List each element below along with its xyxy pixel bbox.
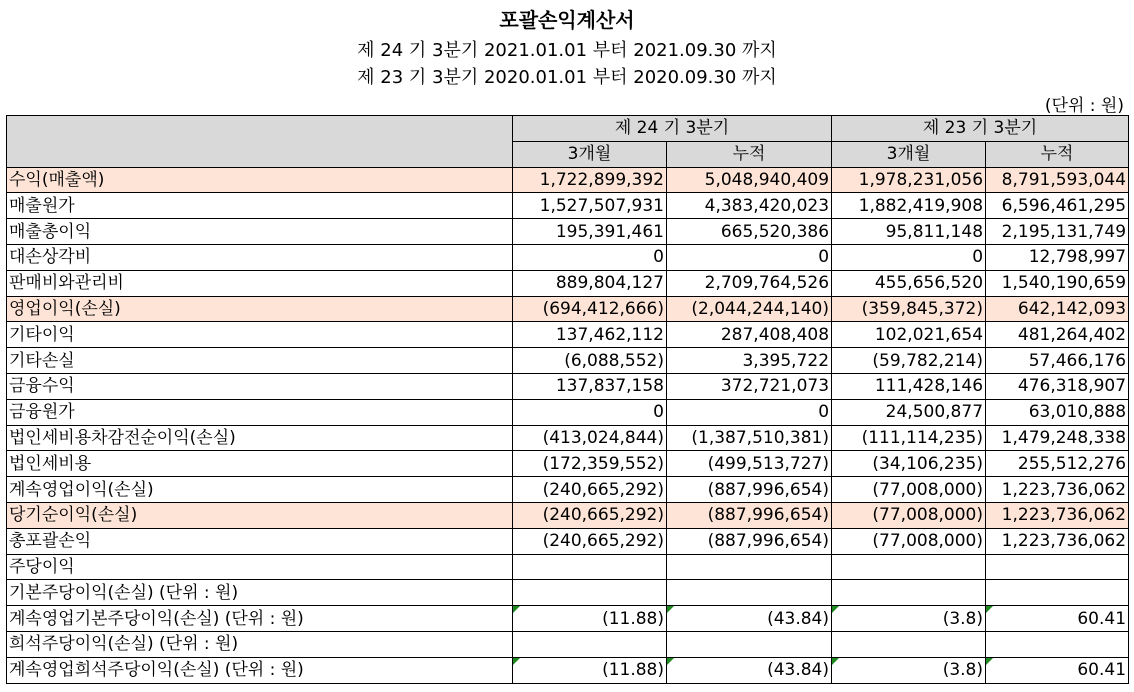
cell-value: (240,665,292) [513,528,667,554]
row-label: 법인세비용차감전순이익(손실) [7,425,513,451]
table-row [7,580,1129,606]
table-row [7,167,1129,193]
row-label: 매출총이익 [7,219,513,245]
row-label: 법인세비용 [7,451,513,477]
cell-value: 24,500,877 [832,399,986,425]
table-row [7,631,1129,657]
row-label: 총포괄손익 [7,528,513,554]
cell-value: (359,845,372) [832,296,986,322]
cell-value: (413,024,844) [513,425,667,451]
cell-value [513,631,667,657]
cell-value: (1,387,510,381) [667,425,832,451]
row-label: 판매비와관리비 [7,270,513,296]
header-period-current: 제 24 기 3분기 [513,116,832,142]
cell-value-text: (3.8) [942,608,984,629]
cell-value: 111,428,146 [832,373,986,399]
table-row [7,606,1129,632]
cell-value: 1,540,190,659 [986,270,1129,296]
table-row [7,451,1129,477]
row-label: 기본주당이익(손실) (단위 : 원) [7,580,513,606]
header-current-3m: 3개월 [513,141,667,167]
cell-value: (77,008,000) [832,502,986,528]
cell-value-flagged [986,657,1129,683]
table-row [7,477,1129,503]
cell-value-flagged [832,606,986,632]
cell-value: 2,195,131,749 [986,219,1129,245]
cell-value: 2,709,764,526 [667,270,832,296]
row-label: 주당이익 [7,554,513,580]
cell-value: 1,882,419,908 [832,193,986,219]
cell-value: (77,008,000) [832,528,986,554]
header-row-periods [7,116,1129,142]
cell-value: 137,462,112 [513,322,667,348]
table-row [7,399,1129,425]
cell-value: (240,665,292) [513,477,667,503]
cell-value: 6,596,461,295 [986,193,1129,219]
cell-value: 1,722,899,392 [513,167,667,193]
cell-value: 195,391,461 [513,219,667,245]
cell-value-flagged [832,657,986,683]
cell-value: 1,223,736,062 [986,477,1129,503]
row-label: 대손상각비 [7,244,513,270]
cell-value-text: (43.84) [767,660,830,681]
cell-flag-marker [832,658,839,665]
cell-value: 57,466,176 [986,348,1129,374]
cell-value: 0 [667,399,832,425]
cell-value: 481,264,402 [986,322,1129,348]
cell-value: 0 [513,244,667,270]
table-row [7,502,1129,528]
income-statement-table [6,115,1129,684]
cell-value: (34,106,235) [832,451,986,477]
cell-value: 642,142,093 [986,296,1129,322]
cell-value: 455,656,520 [832,270,986,296]
cell-value: 4,383,420,023 [667,193,832,219]
cell-value: 12,798,997 [986,244,1129,270]
cell-value [513,554,667,580]
cell-value: (172,359,552) [513,451,667,477]
cell-value: 1,527,507,931 [513,193,667,219]
table-row [7,528,1129,554]
cell-value [986,580,1129,606]
row-label: 수익(매출액) [7,167,513,193]
cell-value-flagged [986,606,1129,632]
cell-value-text: (11.88) [602,608,664,629]
table-row [7,657,1129,683]
row-label: 금융수익 [7,373,513,399]
cell-value: (887,996,654) [667,477,832,503]
header-prior-cumulative: 누적 [986,141,1129,167]
cell-value [667,580,832,606]
period-current: 제 24 기 3분기 2021.01.01 부터 2021.09.30 까지 [357,40,777,61]
row-label: 영업이익(손실) [7,296,513,322]
cell-value: 95,811,148 [832,219,986,245]
table-row [7,322,1129,348]
cell-value: 5,048,940,409 [667,167,832,193]
cell-value: 889,804,127 [513,270,667,296]
cell-value-text: (11.88) [602,660,664,681]
cell-flag-marker [513,658,520,665]
period-prior: 제 23 기 3분기 2020.01.01 부터 2020.09.30 까지 [357,67,777,88]
header-current-cumulative: 누적 [667,141,832,167]
cell-value: (77,008,000) [832,477,986,503]
cell-value: (59,782,214) [832,348,986,374]
cell-value: (499,513,727) [667,451,832,477]
cell-value: 137,837,158 [513,373,667,399]
cell-flag-marker [667,658,674,665]
cell-value-flagged [667,606,832,632]
table-row [7,425,1129,451]
cell-value-flagged [667,657,832,683]
cell-value: 476,318,907 [986,373,1129,399]
cell-flag-marker [513,606,520,613]
cell-value [667,631,832,657]
cell-value: (887,996,654) [667,502,832,528]
table-row [7,219,1129,245]
cell-value: 1,978,231,056 [832,167,986,193]
table-row [7,193,1129,219]
row-label: 계속영업희석주당이익(손실) (단위 : 원) [7,657,513,683]
cell-value: (6,088,552) [513,348,667,374]
header-blank-cell [7,116,513,168]
cell-value: 8,791,593,044 [986,167,1129,193]
row-label: 계속영업기본주당이익(손실) (단위 : 원) [7,606,513,632]
cell-value-flagged [513,606,667,632]
cell-value: 1,223,736,062 [986,528,1129,554]
cell-value: 0 [513,399,667,425]
cell-value: 3,395,722 [667,348,832,374]
cell-flag-marker [986,658,993,665]
cell-value [832,580,986,606]
row-label: 계속영업이익(손실) [7,477,513,503]
table-row [7,244,1129,270]
table-row [7,373,1129,399]
cell-value: (240,665,292) [513,502,667,528]
cell-flag-marker [986,606,993,613]
cell-value: 1,479,248,338 [986,425,1129,451]
cell-value [667,554,832,580]
cell-value: 0 [667,244,832,270]
cell-flag-marker [667,606,674,613]
cell-value-text: (43.84) [767,608,830,629]
table-row [7,554,1129,580]
cell-value: 255,512,276 [986,451,1129,477]
cell-value [986,554,1129,580]
cell-value-text: 60.41 [1077,660,1127,681]
cell-value: (887,996,654) [667,528,832,554]
table-row [7,270,1129,296]
cell-value: 63,010,888 [986,399,1129,425]
cell-value: 372,721,073 [667,373,832,399]
statement-title: 포괄손익계산서 [499,8,635,32]
cell-value [513,580,667,606]
cell-value-text: 60.41 [1077,608,1127,629]
cell-value: 287,408,408 [667,322,832,348]
row-label: 매출원가 [7,193,513,219]
cell-value: 1,223,736,062 [986,502,1129,528]
cell-value-flagged [513,657,667,683]
cell-value: (111,114,235) [832,425,986,451]
row-label: 기타이익 [7,322,513,348]
table-row [7,296,1129,322]
row-label: 기타손실 [7,348,513,374]
cell-value: 102,021,654 [832,322,986,348]
cell-value [986,631,1129,657]
cell-value [832,631,986,657]
header-prior-3m: 3개월 [832,141,986,167]
cell-flag-marker [832,606,839,613]
cell-value [832,554,986,580]
cell-value: (2,044,244,140) [667,296,832,322]
row-label: 희석주당이익(손실) (단위 : 원) [7,631,513,657]
cell-value-text: (3.8) [942,660,984,681]
unit-label: (단위 : 원) [1044,96,1124,116]
table-row [7,348,1129,374]
cell-value: (694,412,666) [513,296,667,322]
row-label: 금융원가 [7,399,513,425]
cell-value: 0 [832,244,986,270]
cell-value: 665,520,386 [667,219,832,245]
row-label: 당기순이익(손실) [7,502,513,528]
header-period-prior: 제 23 기 3분기 [832,116,1129,142]
